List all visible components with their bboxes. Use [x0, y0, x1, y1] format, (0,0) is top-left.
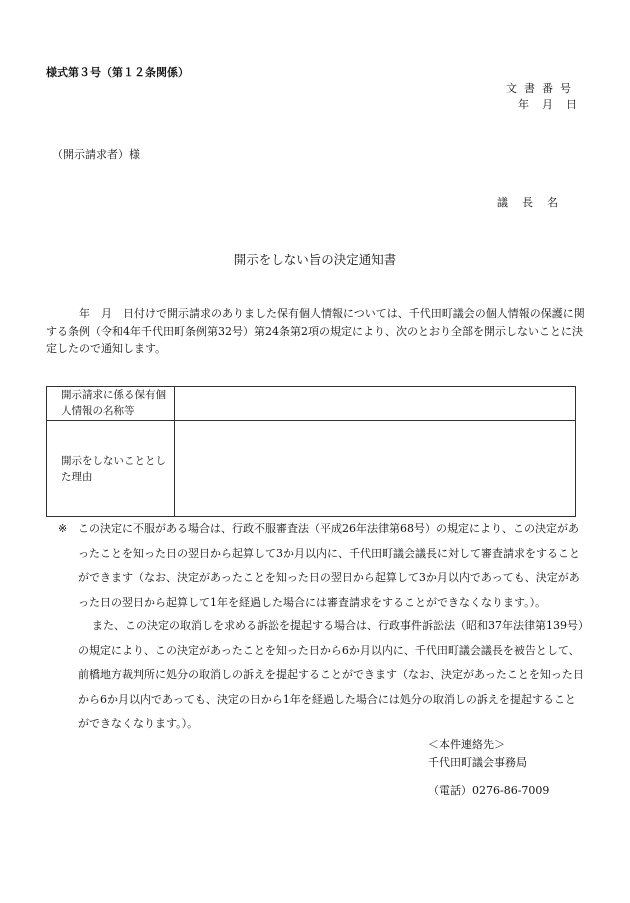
recipient-line: （開示請求者）様: [52, 148, 140, 161]
document-date-label: 年 月 日: [518, 98, 578, 111]
info-table: [46, 386, 576, 517]
table-row: [47, 421, 576, 517]
note-appeal: [46, 517, 586, 615]
note-appeal-text: この決定に不服がある場合は、行政不服審査法（平成26年法律第68号）の規定により、この決定があったことを知った日の翌日から起算して3か月以内に、千代田町議会議長に対して審査請求をすることができます（なお、決定があったことを知った日の翌日から起算して3か月以内であっても、決定があった日の翌日から起算して1年を経過した場合には審査請求をすることができなくなります。）。: [78, 522, 580, 609]
body-paragraph: 年 月 日付けで開示請求のありました保有個人情報については、千代田町議会の個人情報の保護に関する条例（令和4年千代田町条例第32号）第24条第2項の規定により、次のとおり全部を開示しないことに決定したので通知します。: [46, 307, 585, 355]
contact-heading: ＜本件連絡先＞: [428, 738, 505, 751]
contact-phone: （電話）0276-86-7009: [428, 784, 550, 797]
table-value-info-name: [175, 387, 576, 421]
contact-office: 千代田町議会事務局: [428, 756, 527, 769]
chairman-name-label: 議長名: [497, 196, 572, 209]
contact-block: [428, 736, 549, 800]
table-label-reason: 開示をしないこととした理由: [47, 421, 175, 517]
table-label-info-name: 開示請求に係る保有個人情報の名称等: [47, 387, 175, 421]
note-mark: ※: [58, 522, 68, 535]
form-label: 様式第３号（第１２条関係）: [46, 66, 189, 79]
note-lawsuit: また、この決定の取消しを求める訴訟を提起する場合は、行政事件訴訟法（昭和37年法律第139号）の規定により、この決定があったことを知った日から6か月以内に、千代田町議会議長を被告として、前橋地方裁判所に処分の取消しの訴えを提起することができます（なお、決定があったことを知った日から6か月以内であっても、決定の日から1年を経過した場合には処分の取消しの訴えを提起することができなくなります。）。: [78, 619, 584, 730]
table-value-reason: [175, 421, 576, 517]
document-number-label: 文書番号: [506, 82, 578, 95]
document-title: 開示をしない旨の決定通知書: [233, 252, 397, 267]
table-row: [47, 387, 576, 421]
